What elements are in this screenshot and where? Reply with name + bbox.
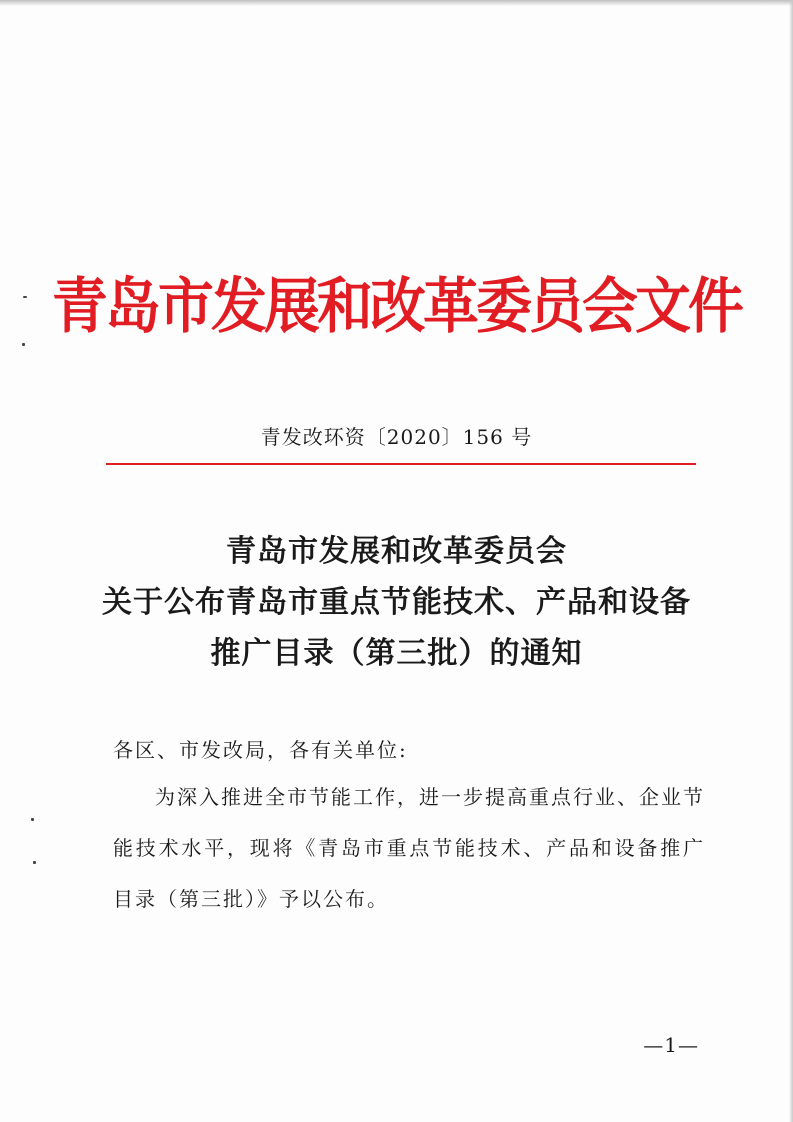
- scan-speck: [22, 343, 25, 346]
- title-line-2: 关于公布青岛市重点节能技术、产品和设备: [102, 585, 691, 620]
- title-line-3: 推广目录（第三批）的通知: [210, 636, 583, 671]
- red-divider-rule: [106, 463, 696, 465]
- document-title: [0, 526, 793, 679]
- body-paragraph: 为深入推进全市节能工作，进一步提高重点行业、企业节能技术水平，现将《青岛市重点节能技术、产品和设备推广目录（第三批）》予以公布。: [113, 785, 705, 911]
- scan-speck: [31, 818, 34, 821]
- scan-speck: [33, 861, 36, 864]
- page-number: —1—: [643, 1033, 699, 1057]
- title-line-1: 青岛市发展和改革委员会: [226, 534, 567, 569]
- document-masthead: 青岛市发展和改革委员会文件: [51, 272, 742, 342]
- salutation: 各区、市发改局，各有关单位:: [113, 738, 408, 762]
- scan-edge-top: [0, 0, 793, 6]
- document-number: 青发改环资〔2020〕156 号: [260, 425, 533, 449]
- scan-speck: [23, 296, 27, 298]
